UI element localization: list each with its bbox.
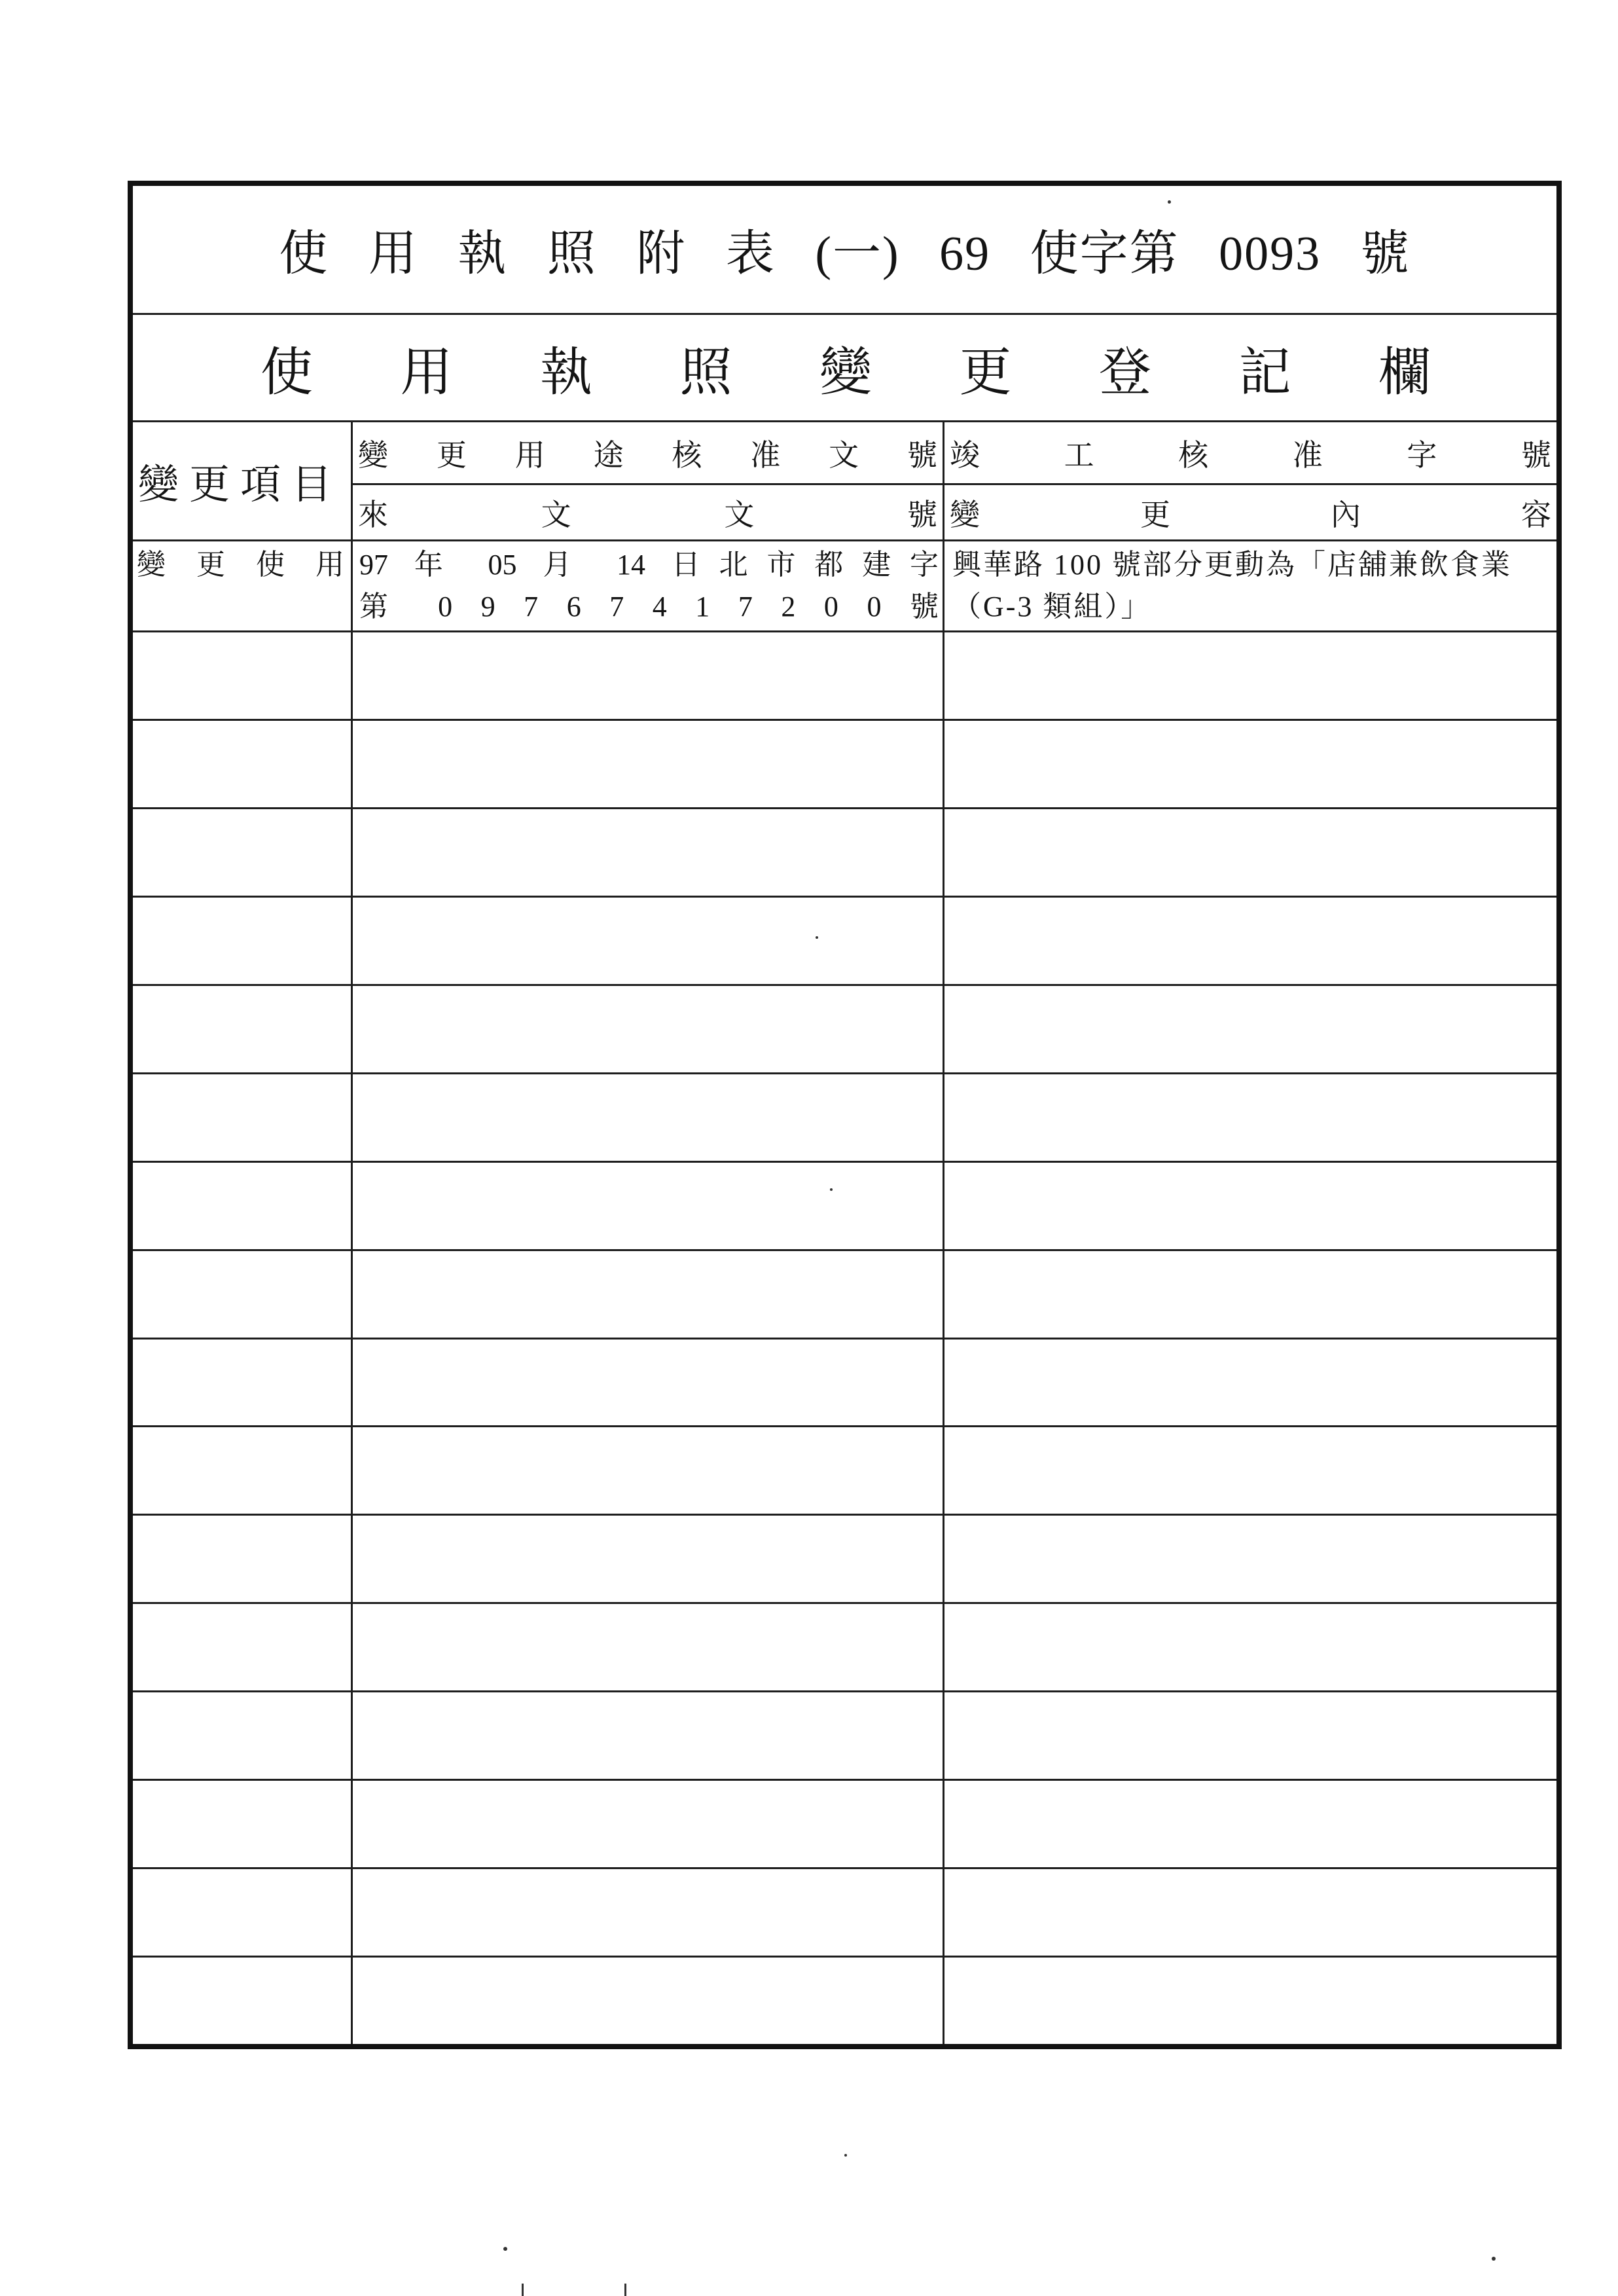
table-row	[133, 1074, 1556, 1163]
change-item-cell	[133, 1163, 353, 1249]
header-content	[944, 422, 1556, 539]
change-item-cell	[133, 809, 353, 896]
change-item-cell	[133, 1781, 353, 1867]
table-row	[133, 1692, 1556, 1781]
change-item-cell	[133, 1958, 353, 2044]
doc-no-cell	[353, 1427, 944, 1514]
table-row	[133, 1869, 1556, 1958]
table-row	[133, 541, 1556, 632]
header-change-content	[944, 485, 1556, 539]
content-cell	[944, 721, 1556, 807]
doc-no-cell	[353, 1604, 944, 1690]
scan-speck	[1168, 200, 1171, 204]
header-incoming-doc-no-label: 來 文 文 號	[358, 498, 937, 532]
content-cell	[944, 1516, 1556, 1602]
doc-no-line: 97 年 05 月 14 日北市都建字	[359, 549, 939, 581]
header-completion-approval-no	[944, 422, 1556, 485]
table-row	[133, 1604, 1556, 1692]
content-cell	[944, 1074, 1556, 1161]
change-item-text: 變 更 使 用	[137, 549, 344, 581]
content-line: 興華路 100 號部分更動為「店舖兼飲食業	[952, 549, 1512, 581]
doc-no-cell	[353, 1869, 944, 1956]
doc-no-cell	[353, 898, 944, 984]
doc-no-cell	[353, 1958, 944, 2044]
content-cell	[944, 541, 1556, 630]
content-cell	[944, 1339, 1556, 1426]
content-cell	[944, 809, 1556, 896]
change-item-cell	[133, 1869, 353, 1956]
table-row	[133, 986, 1556, 1074]
scan-mark	[522, 2284, 524, 2296]
header-doc-no	[353, 422, 944, 539]
table-row	[133, 898, 1556, 986]
scan-mark	[624, 2284, 626, 2296]
doc-no-line: 第 0 9 7 6 7 4 1 7 2 0 0 號	[359, 591, 939, 623]
document-title: 使 用 執 照 附 表 (一) 69 使字第 0093 號	[279, 227, 1411, 281]
change-item-cell	[133, 1074, 353, 1161]
change-item-cell	[133, 986, 353, 1072]
content-cell	[944, 1958, 1556, 2044]
change-item-cell	[133, 1427, 353, 1514]
change-item-cell	[133, 898, 353, 984]
table-row	[133, 1163, 1556, 1251]
change-item-cell	[133, 632, 353, 719]
doc-no-cell	[353, 1339, 944, 1426]
change-item-cell	[133, 1251, 353, 1338]
table-row	[133, 1427, 1556, 1516]
doc-no-cell	[353, 541, 944, 630]
doc-no-cell	[353, 1516, 944, 1602]
change-item-cell	[133, 1604, 353, 1690]
doc-no-cell	[353, 721, 944, 807]
change-item-cell	[133, 1516, 353, 1602]
content-cell	[944, 898, 1556, 984]
content-cell	[944, 1692, 1556, 1779]
header-completion-approval-no-label: 竣 工 核 准 字 號	[950, 438, 1551, 472]
scan-speck	[830, 1188, 833, 1191]
content-cell	[944, 1427, 1556, 1514]
content-cell	[944, 1869, 1556, 1956]
permit-change-table	[128, 181, 1562, 2049]
scan-speck	[816, 936, 818, 939]
doc-no-cell	[353, 1074, 944, 1161]
table-row	[133, 1958, 1556, 2044]
content-cell	[944, 1251, 1556, 1338]
scan-speck	[503, 2247, 507, 2251]
change-item-cell	[133, 1692, 353, 1779]
content-cell	[944, 986, 1556, 1072]
content-cell	[944, 1604, 1556, 1690]
doc-no-cell	[353, 1692, 944, 1779]
header-approval-doc-no	[353, 422, 943, 485]
header-change-content-label: 變 更 內 容	[950, 498, 1551, 532]
change-item-cell	[133, 541, 353, 630]
table-row	[133, 1251, 1556, 1339]
table-row	[133, 632, 1556, 721]
content-cell	[944, 632, 1556, 719]
table-row	[133, 721, 1556, 809]
content-cell	[944, 1781, 1556, 1867]
content-cell	[944, 1163, 1556, 1249]
header-incoming-doc-no	[353, 485, 943, 539]
table-row	[133, 809, 1556, 898]
change-item-cell	[133, 1339, 353, 1426]
table-row	[133, 1339, 1556, 1428]
section-heading-row	[133, 315, 1556, 422]
content-line: （G-3 類組）」	[952, 591, 1152, 623]
header-approval-doc-no-label: 變 更 用 途 核 准 文 號	[358, 438, 938, 472]
blank-rows	[133, 632, 1556, 2044]
section-heading: 使 用 執 照 變 更 登 記 欄	[261, 344, 1431, 402]
change-item-cell	[133, 721, 353, 807]
scan-speck	[844, 2154, 847, 2157]
doc-no-cell	[353, 1163, 944, 1249]
doc-no-cell	[353, 809, 944, 896]
header-change-item	[133, 422, 353, 539]
table-row	[133, 1781, 1556, 1869]
header-change-item-label: 變更項目	[138, 463, 343, 507]
doc-no-cell	[353, 632, 944, 719]
doc-no-cell	[353, 986, 944, 1072]
title-row	[133, 186, 1556, 315]
table-row	[133, 1516, 1556, 1604]
table-header	[133, 422, 1556, 541]
doc-no-cell	[353, 1251, 944, 1338]
doc-no-cell	[353, 1781, 944, 1867]
scan-speck	[1492, 2257, 1496, 2261]
